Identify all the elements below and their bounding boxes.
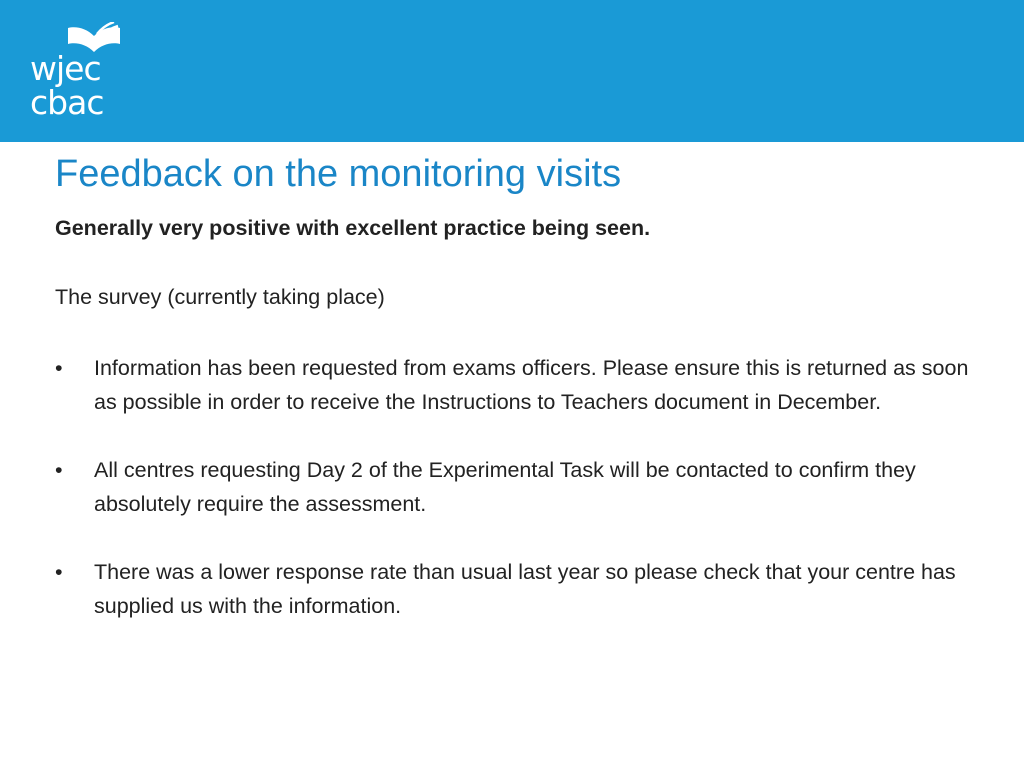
bullet-item [55,555,985,623]
header-bar [0,0,1024,142]
slide-title: Feedback on the monitoring visits [55,153,622,195]
logo-text-cbac: cbac [30,83,104,122]
bullet-list [55,351,985,623]
survey-heading: The survey (currently taking place) [55,285,385,309]
slide-subtitle: Generally very positive with excellent practice being seen. [55,216,651,240]
bullet-text: Information has been requested from exams officers. Please ensure this is returned as soon as possible in order to receive the Instructions to Teachers document in December. [94,356,969,414]
wjec-cbac-logo [30,22,130,122]
bullet-mark: • [55,458,63,482]
bullet-item [55,351,985,419]
bullet-text: There was a lower response rate than usual last year so please check that your centre has supplied us with the information. [94,560,956,618]
bullet-item [55,453,985,521]
logo-text-wjec: wjec [30,49,101,88]
bullet-mark: • [55,560,63,584]
bullet-text: All centres requesting Day 2 of the Experimental Task will be contacted to confirm they absolutely require the assessment. [94,458,916,516]
bullet-mark: • [55,356,63,380]
